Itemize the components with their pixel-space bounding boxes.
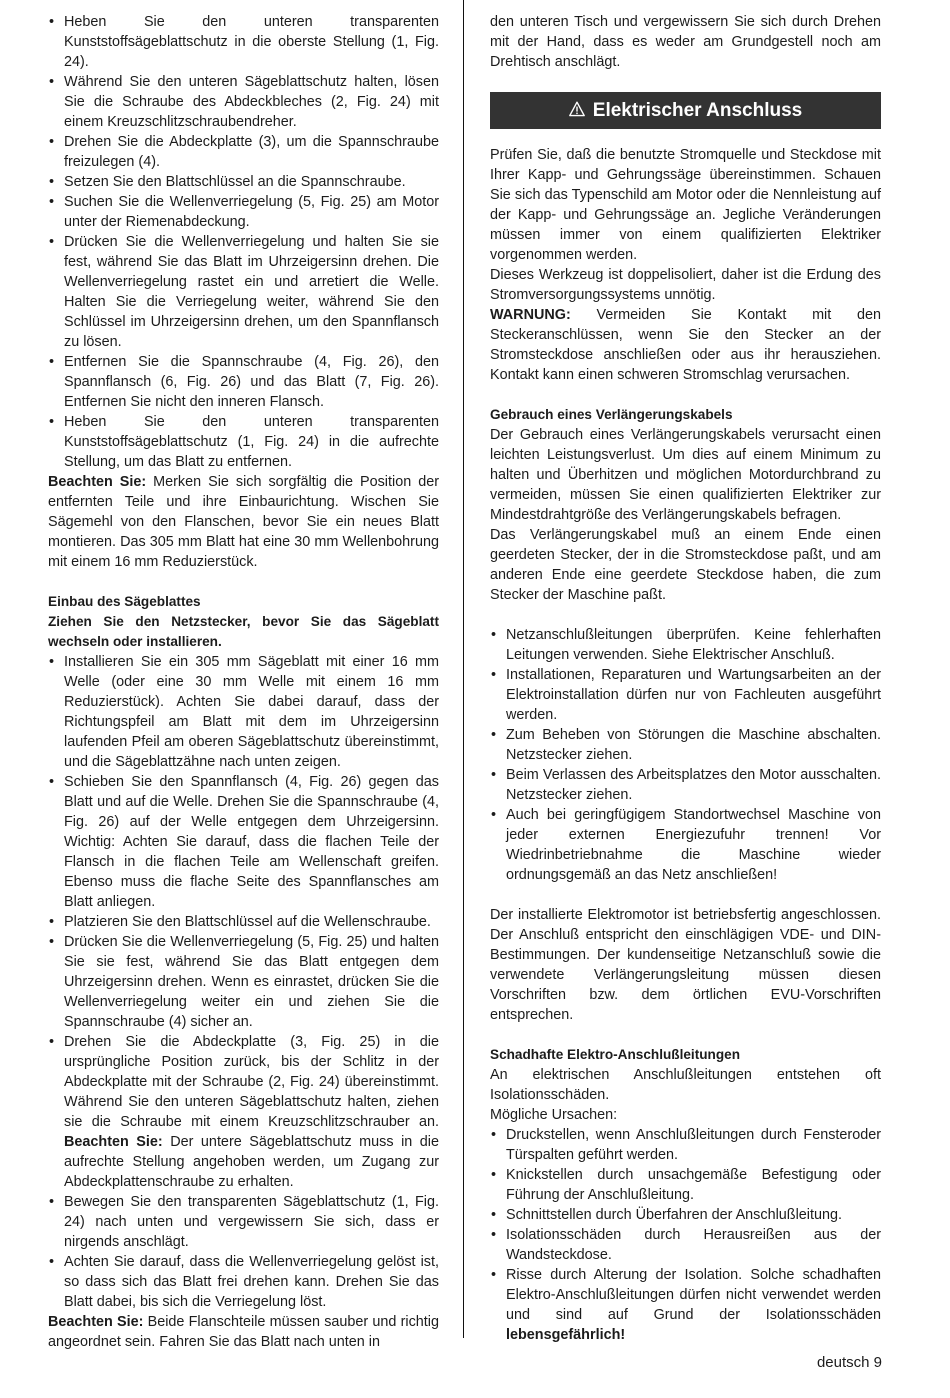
- list-item: • Während Sie den unteren Sägeblattschutz halten, lösen Sie die Schraube des Abdeckbleches (2, Fig. 24) mit einem Kreuzschlitzschraubendreher.: [48, 72, 439, 132]
- note-text: Der untere Sägeblattschutz muss in die aufrechte Stellung angehoben werden, um Zugang zur Abdeckplattenschraube zu erhalten.: [64, 1134, 440, 1190]
- list-item: • Achten Sie darauf, dass die Wellenverriegelung gelöst ist, so dass sich das Blatt frei drehen kann. Drehen Sie das Blatt dabei, bis sich die Verriegelung löst.: [48, 1252, 439, 1312]
- banner-title: Elektrischer Anschluss: [592, 100, 803, 121]
- list-item: • Drehen Sie die Abdeckplatte (3), um die Spannschraube freizulegen (4).: [48, 132, 439, 172]
- list-item: • Schnittstellen durch Überfahren der Anschlußleitung.: [490, 1205, 881, 1225]
- list-item: • Isolationsschäden durch Herausreißen aus der Wandsteckdose.: [490, 1225, 881, 1265]
- list-item: • Netzanschlußleitungen überprüfen. Keine fehlerhaften Leitungen verwenden. Siehe Elektrischer Anschluß.: [490, 625, 881, 665]
- list-item-text: Drehen Sie die Abdeckplatte (3, Fig. 25) in die ursprüngliche Position zurück, bis der Schlitz in der Abdeckplatte mit der Schraube (2, Fig. 24) übereinstimmt. Während Sie den unteren Sägeblattschutz halten, ziehen sie die Schraube mit einem Kreuzschlitzschrauber an.: [64, 1034, 439, 1130]
- list-item: [48, 1032, 439, 1192]
- list-item: • Zum Beheben von Störungen die Maschine abschalten. Netzstecker ziehen.: [490, 725, 881, 765]
- section-title-einbau: Einbau des Sägeblattes: [48, 594, 201, 609]
- left-column: [48, 12, 439, 1352]
- list-item: • Setzen Sie den Blattschlüssel an die Spannschraube.: [48, 172, 439, 192]
- list-item: • Drücken Sie die Wellenverriegelung (5, Fig. 25) und halten Sie sie fest, während Sie das Blatt entgegen dem Uhrzeigersinn drehen. Wenn es einrastet, drücken Sie die Wellenverriegelung weiter ein und ziehen Sie die Spannschraube (4) sicher an.: [48, 932, 439, 1032]
- list-item: • Installationen, Reparaturen und Wartungsarbeiten an der Elektroinstallation dürfen nur von Fachleuten ausgeführt werden.: [490, 665, 881, 725]
- list-item-text: Risse durch Alterung der Isolation. Solche schadhaften Elektro-Anschlußleitungen dürfen nicht verwendet werden und sind auf Grund der Isolationsschäden: [506, 1267, 881, 1323]
- paragraph: Prüfen Sie, daß die benutzte Stromquelle und Steckdose mit Ihrer Kapp- und Gehrungssäge übereinstimmen. Schauen Sie sich das Typenschild am Motor oder die Nennleistung auf der Kapp- und Gehrungssäge an. Jegliche Veränderungen müssen immer von einem qualifizierten Elektriker vorgenommen werden.: [490, 147, 881, 263]
- paragraph: Dieses Werkzeug ist doppelisoliert, daher ist die Erdung des Stromversorgungssystems unnötig.: [490, 267, 881, 303]
- section-banner-elektrischer-anschluss: [490, 92, 881, 129]
- list-item: • Drücken Sie die Wellenverriegelung und halten Sie sie fest, während Sie das Blatt im Uhrzeigersinn drehen. Die Wellenverriegelung rastet ein und arretiert die Welle. Halten Sie die Verriegelung weiter, während Sie den Schlüssel im Uhrzeigersinn drehen, um den Spannflansch zu lösen.: [48, 232, 439, 352]
- note-paragraph: [48, 472, 439, 572]
- safety-list: [490, 625, 881, 885]
- install-steps-list: [48, 652, 439, 1312]
- paragraph: Der Gebrauch eines Verlängerungskabels verursacht einen leichten Leistungsverlust. Um dies auf einem Minimum zu halten und Überhitzen und möglichen Motordurchbrand zu vermeiden, müssen Sie einen qualifizierten Elektriker zur Mindestdrahtgröße des Verlängerungskabels befragen.: [490, 427, 881, 523]
- list-item: • Auch bei geringfügigem Standortwechsel Maschine von jeder externen Energiezufuhr trennen! Vor Wiedrinbetriebnahme die Maschine wieder ordnungsgemäß an das Netz anschließen!: [490, 805, 881, 885]
- column-divider: [463, 0, 464, 1338]
- causes-label: Mögliche Ursachen:: [490, 1107, 618, 1123]
- section-warning: Ziehen Sie den Netzstecker, bevor Sie das Sägeblatt wechseln oder installieren.: [48, 614, 439, 649]
- list-item: • Heben Sie den unteren transparenten Kunststoffsägeblattschutz in die oberste Stellung (1, Fig. 24).: [48, 12, 439, 72]
- page-footer: deutsch 9: [816, 1354, 882, 1371]
- causes-list: [490, 1125, 881, 1345]
- paragraph: Der installierte Elektromotor ist betriebsfertig angeschlossen. Der Anschluß entspricht den einschlägigen VDE- und DIN-Bestimmungen. Der kundenseitige Netzanschluß sowie die verwendete Verlängerungsleitung müssen diesen Vorschriften bzw. dem örtlichen EVU-Vorschriften entsprechen.: [490, 907, 881, 1023]
- list-item: [490, 1265, 881, 1345]
- note-label: Beachten Sie:: [48, 474, 147, 490]
- note-label: Beachten Sie:: [64, 1134, 163, 1150]
- list-item: • Beim Verlassen des Arbeitsplatzes den Motor ausschalten. Netzstecker ziehen.: [490, 765, 881, 805]
- warning-label: WARNUNG:: [490, 307, 571, 323]
- note-text: Beide Flanschteile müssen sauber und richtig angeordnet sein. Fahren Sie das Blatt nach unten in: [48, 1314, 440, 1350]
- list-item: • Knickstellen durch unsachgemäße Befestigung oder Führung der Anschlußleitung.: [490, 1165, 881, 1205]
- emphasis: lebensgefährlich!: [506, 1327, 626, 1343]
- section-title-schadhafte-leitungen: Schadhafte Elektro-Anschlußleitungen: [490, 1047, 741, 1062]
- list-item: • Suchen Sie die Wellenverriegelung (5, Fig. 25) am Motor unter der Riemenabdeckung.: [48, 192, 439, 232]
- warning-paragraph: [490, 305, 881, 385]
- note-paragraph: [48, 1312, 439, 1352]
- paragraph: An elektrischen Anschlußleitungen entstehen oft Isolationsschäden.: [490, 1067, 881, 1103]
- paragraph: Das Verlängerungskabel muß an einem Ende einen geerdeten Stecker, der in die Stromsteckdose paßt, und am anderen Ende eine geerdete Steckdose haben, die zum Stecker der Maschine paßt.: [490, 527, 881, 603]
- section-title-verlaengerungskabel: Gebrauch eines Verlängerungskabels: [490, 407, 733, 422]
- list-item: • Platzieren Sie den Blattschlüssel auf die Wellenschraube.: [48, 912, 439, 932]
- right-column: [490, 12, 881, 1345]
- warning-text: Vermeiden Sie Kontakt mit den Steckeranschlüssen, wenn Sie den Stecker an der Stromsteckdose anschließen oder aus ihr herausziehen. Kontakt kann einen schweren Stromschlag verursachen.: [490, 307, 881, 383]
- continuation-paragraph: den unteren Tisch und vergewissern Sie sich durch Drehen mit der Hand, dass es weder am Grundgestell noch am Drehtisch anschlägt.: [490, 14, 881, 70]
- note-text: Merken Sie sich sorgfältig die Position der entfernten Teile und ihre Einbaurichtung. Wischen Sie Sägemehl von den Flanschen, bevor Sie ein neues Blatt montieren. Das 305 mm Blatt hat eine 30 mm Wellenbohrung mit einem 16 mm Reduzierstück.: [48, 474, 439, 570]
- warning-triangle-icon: [569, 101, 585, 117]
- note-label: Beachten Sie:: [48, 1314, 144, 1330]
- list-item: • Druckstellen, wenn Anschlußleitungen durch Fensteroder Türspalten geführt werden.: [490, 1125, 881, 1165]
- list-item: • Installieren Sie ein 305 mm Sägeblatt mit einer 16 mm Welle (oder eine 30 mm Welle mit einem 16 mm Reduzierstück). Achten Sie dabei darauf, dass der Richtungspfeil am Blatt mit dem im Uhrzeigersinn laufenden Pfeil am oberen Sägeblattschutz übereinstimmt, und die Sägeblattzähne nach unten zeigen.: [48, 652, 439, 772]
- list-item: • Heben Sie den unteren transparenten Kunststoffsägeblattschutz (1, Fig. 24) in die aufrechte Stellung, um das Blatt zu entfernen.: [48, 412, 439, 472]
- removal-steps-list: [48, 12, 439, 472]
- list-item: • Schieben Sie den Spannflansch (4, Fig. 26) gegen das Blatt und auf die Welle. Drehen Sie die Spannschraube (4, Fig. 26) auf der Welle entgegen dem Uhrzeigersinn. Wichtig: Achten Sie darauf, dass die flachen Teile der Flansch in die flachen Teile am Wellenschaft greifen. Ebenso muss die flache Seite des Spannflansches am Blatt anliegen.: [48, 772, 439, 912]
- list-item: • Entfernen Sie die Spannschraube (4, Fig. 26), den Spannflansch (6, Fig. 26) und das Blatt (7, Fig. 26). Entfernen Sie nicht den inneren Flansch.: [48, 352, 439, 412]
- list-item: • Bewegen Sie den transparenten Sägeblattschutz (1, Fig. 24) nach unten und vergewissern Sie sich, dass er nirgends anschlägt.: [48, 1192, 439, 1252]
